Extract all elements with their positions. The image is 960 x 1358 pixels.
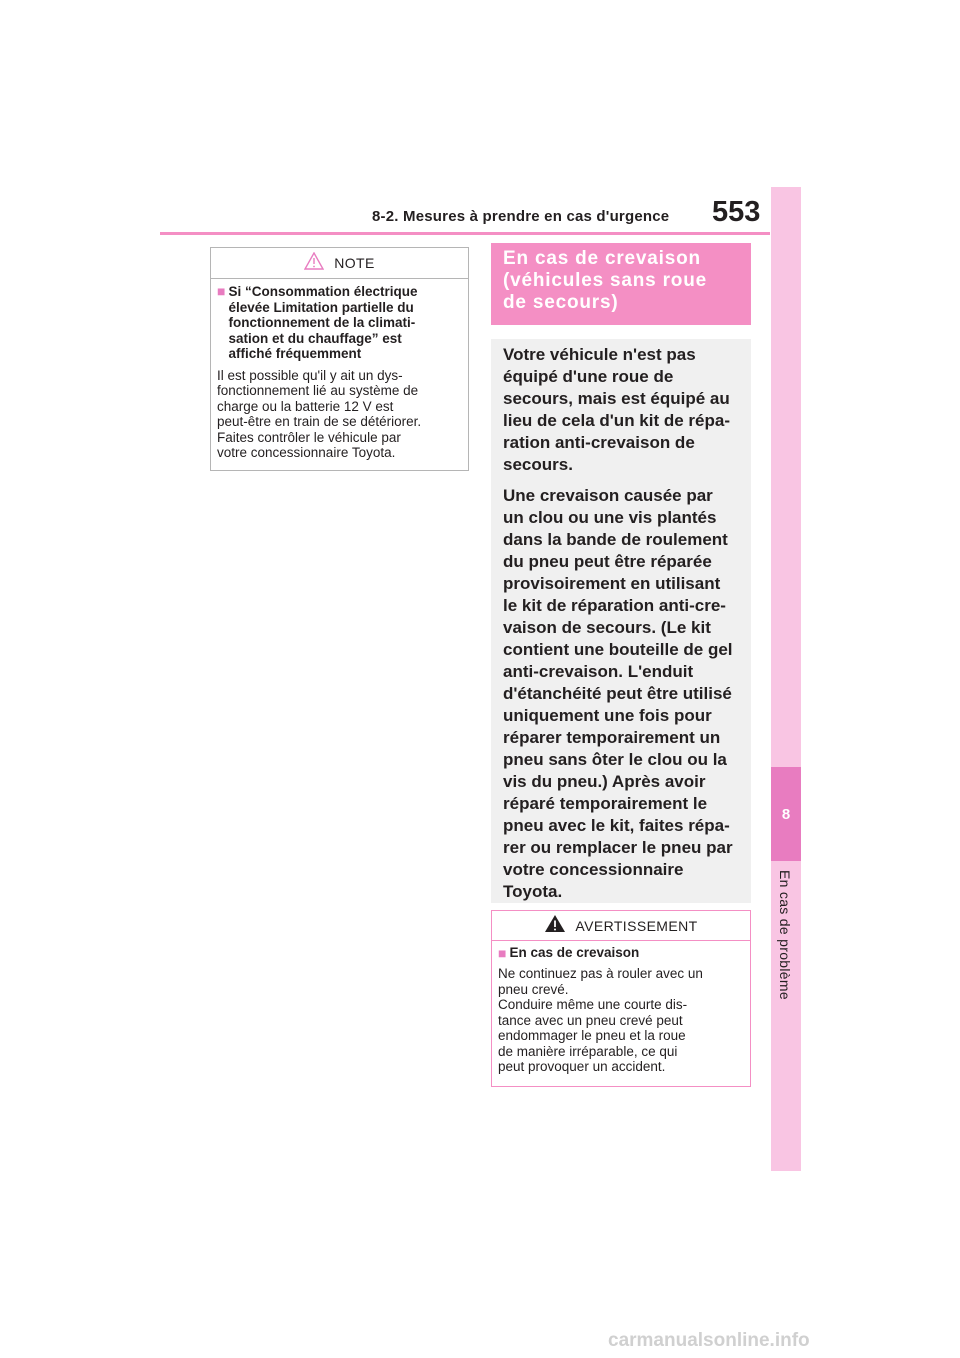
warning-header xyxy=(492,911,750,941)
note-heading-text: Si “Consommation électrique élevée Limitation partielle du fonctionnement de la climati- sation et du chauffage” est affiché fréquemment xyxy=(228,284,418,361)
info-paragraph: Une crevaison causée par un clou ou une vis plantés dans la bande de roulement du pneu peut être réparée provisoirement en utilisant le kit de réparation anti-cre- vaison de secours. (Le kit contient une bouteille de gel anti-crevaison. L'enduit d'étanchéité peut être utilisé uniquement une fois pour réparer temporairement un pneu sans ôter le clou ou la vis du pneu.) Après avoir réparé temporairement le pneu avec le kit, faites répa- rer ou remplacer le pneu par votre concessionnaire Toyota. xyxy=(503,486,733,901)
warning-triangle-outline-icon xyxy=(304,252,324,275)
note-title: NOTE xyxy=(334,255,375,271)
warning-heading-text: En cas de crevaison xyxy=(509,945,640,960)
chapter-number: 8 xyxy=(781,805,791,823)
warning-text: Ne continuez pas à rouler avec un pneu crevé. Conduire même une courte dis- tance avec un pneu crevé peut endommager le pneu et la roue de manière irréparable, ce qui peut provoquer un accident. xyxy=(498,966,703,1074)
warning-title: AVERTISSEMENT xyxy=(575,917,698,934)
bullet-square-icon: ■ xyxy=(498,945,507,961)
warning-body xyxy=(492,941,750,1075)
note-body xyxy=(211,279,468,461)
chapter-side-tab xyxy=(771,187,801,1171)
note-text: Il est possible qu'il y ait un dys- fonctionnement lié au système de charge ou la batterie 12 V est peut-être en train de se détériorer. Faites contrôler le véhicule par votre concessionnaire Toyota. xyxy=(217,367,422,460)
section-banner xyxy=(491,243,751,325)
section-title: En cas de crevaison (véhicules sans roue de secours) xyxy=(503,248,707,313)
chapter-label: En cas de problème xyxy=(777,870,793,1000)
warning-heading xyxy=(498,945,744,961)
info-paragraph: Votre véhicule n'est pas équipé d'une roue de secours, mais est équipé au lieu de cela d'un kit de répa- ration anti-crevaison de secours. xyxy=(503,345,730,474)
warning-box xyxy=(491,910,751,1087)
note-header xyxy=(211,248,468,279)
header-rule xyxy=(160,232,770,235)
note-box xyxy=(210,247,469,471)
info-box xyxy=(491,339,751,903)
note-heading xyxy=(217,284,462,362)
watermark: carmanualsonline.info xyxy=(608,1330,810,1351)
page-number: 553 xyxy=(712,196,761,228)
warning-triangle-filled-icon xyxy=(544,914,566,938)
bullet-square-icon: ■ xyxy=(217,283,226,299)
running-header: 8-2. Mesures à prendre en cas d'urgence xyxy=(372,208,670,225)
chapter-number-box xyxy=(771,767,801,861)
